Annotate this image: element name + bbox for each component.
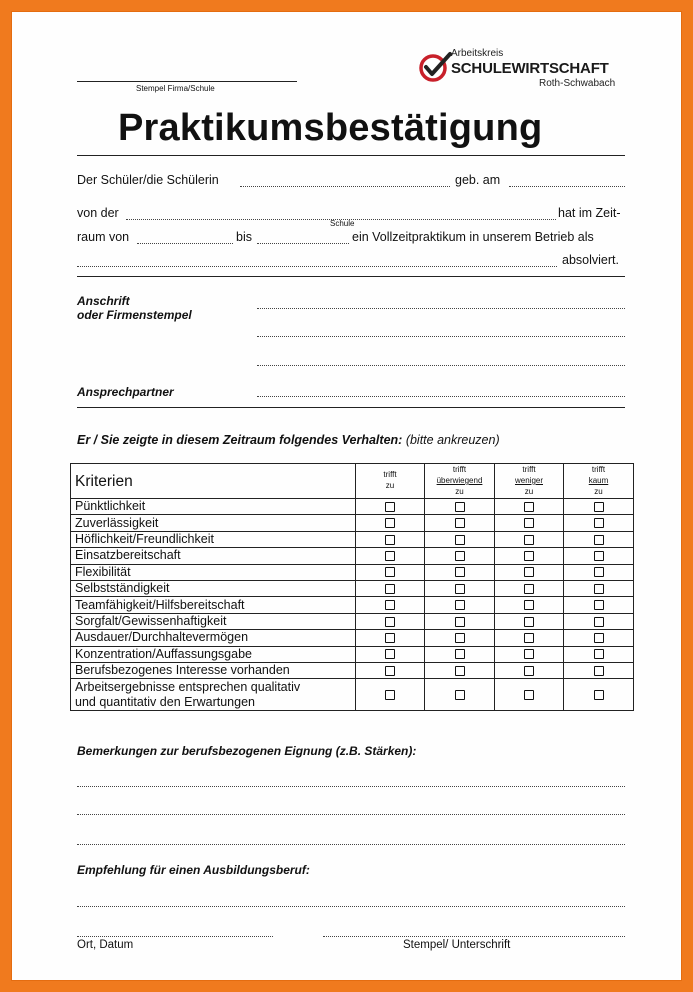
checkbox-cell[interactable]	[425, 515, 495, 531]
address-label-1: Anschrift	[77, 294, 130, 308]
stamp-signature-label: Stempel/ Unterschrift	[403, 939, 511, 951]
criteria-label: Konzentration/Auffassungsgabe	[71, 646, 356, 662]
checkbox-cell[interactable]	[564, 548, 634, 564]
document-page	[12, 12, 681, 980]
column-header-kaum	[564, 464, 634, 499]
stamp-line	[77, 81, 297, 82]
checkbox-cell[interactable]	[564, 597, 634, 613]
checkbox-icon[interactable]	[455, 600, 465, 610]
checkbox-cell[interactable]	[495, 499, 564, 515]
checkbox-icon[interactable]	[594, 617, 604, 627]
checkbox-icon[interactable]	[455, 551, 465, 561]
remarks-field-1[interactable]	[77, 776, 625, 787]
table-row	[71, 548, 634, 564]
stamp-label: Stempel Firma/Schule	[136, 84, 215, 93]
checkbox-icon[interactable]	[594, 600, 604, 610]
logo-region-text: Roth-Schwabach	[539, 78, 616, 89]
birth-date-field[interactable]	[509, 176, 625, 187]
intro-from-label: raum von	[77, 230, 130, 244]
checkbox-cell[interactable]	[425, 531, 495, 547]
checkbox-icon[interactable]	[594, 649, 604, 659]
checkbox-cell[interactable]	[564, 499, 634, 515]
remarks-field-2[interactable]	[77, 804, 625, 815]
col4-bottom: zu	[594, 487, 603, 496]
checkbox-icon[interactable]	[455, 666, 465, 676]
checkbox-icon[interactable]	[594, 567, 604, 577]
checkbox-cell[interactable]	[356, 662, 425, 678]
criteria-label: Pünktlichkeit	[71, 499, 356, 515]
checkbox-cell[interactable]	[425, 564, 495, 580]
checkbox-cell[interactable]	[564, 580, 634, 596]
title-rule	[77, 155, 625, 156]
checkbox-icon[interactable]	[455, 502, 465, 512]
checkbox-icon[interactable]	[594, 551, 604, 561]
checkbox-cell[interactable]	[495, 630, 564, 646]
recommendation-heading: Empfehlung für einen Ausbildungsberuf:	[77, 863, 310, 877]
student-name-field[interactable]	[240, 176, 450, 187]
col4-mid: kaum	[588, 476, 609, 485]
checkbox-cell[interactable]	[425, 499, 495, 515]
checkbox-cell[interactable]	[356, 646, 425, 662]
checkbox-cell[interactable]	[564, 613, 634, 629]
checkbox-icon[interactable]	[385, 649, 395, 659]
contact-person-field[interactable]	[257, 386, 625, 397]
checkbox-icon[interactable]	[594, 690, 604, 700]
checkbox-cell[interactable]	[495, 564, 564, 580]
to-date-field[interactable]	[257, 233, 349, 244]
intro-internship-text: ein Vollzeitpraktikum in unserem Betrieb als	[352, 230, 594, 244]
checkbox-cell[interactable]	[564, 630, 634, 646]
checkbox-icon[interactable]	[594, 666, 604, 676]
criteria-label: Berufsbezogenes Interesse vorhanden	[71, 662, 356, 678]
table-row	[71, 646, 634, 662]
checkbox-cell[interactable]	[356, 499, 425, 515]
criteria-table	[70, 463, 634, 711]
checkbox-cell[interactable]	[564, 646, 634, 662]
checkbox-icon[interactable]	[385, 633, 395, 643]
checkbox-cell[interactable]	[495, 548, 564, 564]
checkbox-icon[interactable]	[455, 649, 465, 659]
checkbox-cell[interactable]	[564, 662, 634, 678]
criteria-label: Ausdauer/Durchhaltevermögen	[71, 630, 356, 646]
checkbox-cell[interactable]	[425, 597, 495, 613]
checkbox-cell[interactable]	[425, 662, 495, 678]
behavior-heading	[77, 433, 500, 447]
criteria-label: Teamfähigkeit/Hilfsbereitschaft	[71, 597, 356, 613]
checkbox-cell[interactable]	[425, 679, 495, 711]
job-field[interactable]	[77, 256, 557, 267]
address-field-1[interactable]	[257, 298, 625, 309]
checkbox-cell[interactable]	[495, 515, 564, 531]
checkbox-icon[interactable]	[385, 617, 395, 627]
table-row	[71, 531, 634, 547]
intro-period-label: hat im Zeit-	[558, 206, 621, 220]
criteria-label: Höflichkeit/Freundlichkeit	[71, 531, 356, 547]
checkbox-cell[interactable]	[425, 580, 495, 596]
checkbox-icon[interactable]	[524, 567, 534, 577]
col1-top: trifft	[383, 470, 397, 479]
checkbox-cell[interactable]	[495, 679, 564, 711]
table-row	[71, 597, 634, 613]
school-sublabel: Schule	[330, 219, 355, 228]
checkbox-icon[interactable]	[455, 535, 465, 545]
checkbox-cell[interactable]	[425, 548, 495, 564]
checkbox-cell[interactable]	[356, 515, 425, 531]
table-row	[71, 630, 634, 646]
col2-mid: überwiegend	[436, 476, 483, 485]
checkbox-cell[interactable]	[356, 597, 425, 613]
checkbox-icon[interactable]	[385, 584, 395, 594]
checkbox-icon[interactable]	[455, 690, 465, 700]
checkbox-icon[interactable]	[385, 518, 395, 528]
checkbox-cell[interactable]	[564, 515, 634, 531]
checkbox-cell[interactable]	[495, 531, 564, 547]
table-header-row	[71, 464, 634, 499]
recommendation-field[interactable]	[77, 896, 625, 907]
checkbox-icon[interactable]	[524, 690, 534, 700]
checkbox-cell[interactable]	[356, 548, 425, 564]
criteria-label: Selbstständigkeit	[71, 580, 356, 596]
place-date-field[interactable]	[77, 926, 273, 937]
checkbox-icon[interactable]	[455, 567, 465, 577]
criteria-label-line-1: Arbeitsergebnisse entsprechen qualitativ	[75, 679, 301, 694]
checkbox-icon[interactable]	[524, 666, 534, 676]
behavior-heading-hint: (bitte ankreuzen)	[405, 433, 500, 447]
col3-bottom: zu	[524, 487, 534, 496]
column-header-trifft-zu	[356, 464, 425, 499]
remarks-field-3[interactable]	[77, 834, 625, 845]
criteria-label	[71, 679, 356, 711]
criteria-label: Einsatzbereitschaft	[71, 548, 356, 564]
checkbox-icon[interactable]	[594, 633, 604, 643]
intro-school-label: von der	[77, 206, 119, 220]
checkbox-cell[interactable]	[356, 531, 425, 547]
address-field-3[interactable]	[257, 355, 625, 366]
checkbox-cell[interactable]	[356, 580, 425, 596]
criteria-header: Kriterien	[71, 464, 356, 499]
checkbox-cell[interactable]	[425, 630, 495, 646]
checkbox-icon[interactable]	[385, 567, 395, 577]
checkbox-icon[interactable]	[455, 617, 465, 627]
from-date-field[interactable]	[137, 233, 233, 244]
checkbox-icon[interactable]	[385, 551, 395, 561]
checkbox-icon[interactable]	[524, 617, 534, 627]
checkbox-icon[interactable]	[524, 535, 534, 545]
checkbox-icon[interactable]	[594, 535, 604, 545]
checkbox-cell[interactable]	[356, 564, 425, 580]
logo-main-text: SCHULEWIRTSCHAFT	[451, 60, 609, 77]
criteria-label-line-2: und quantitativ den Erwartungen	[75, 694, 255, 709]
checkbox-cell[interactable]	[425, 613, 495, 629]
col2-top: trifft	[452, 465, 467, 474]
page-title: Praktikumsbestätigung	[118, 107, 543, 149]
checkbox-cell[interactable]	[425, 646, 495, 662]
checkbox-cell[interactable]	[564, 679, 634, 711]
col1-bottom: zu	[385, 481, 395, 490]
checkbox-icon[interactable]	[385, 502, 395, 512]
place-date-label: Ort, Datum	[77, 939, 134, 951]
checkbox-icon[interactable]	[385, 535, 395, 545]
checkbox-icon[interactable]	[455, 518, 465, 528]
intro-completed-label: absolviert.	[562, 253, 619, 267]
checkbox-icon[interactable]	[385, 666, 395, 676]
checkbox-cell[interactable]	[356, 630, 425, 646]
col4-top: trifft	[591, 465, 606, 474]
intro-rule	[77, 276, 625, 277]
checkbox-icon[interactable]	[524, 584, 534, 594]
address-label-2: oder Firmenstempel	[77, 308, 192, 322]
logo-small-text: Arbeitskreis	[451, 48, 504, 59]
criteria-label: Zuverlässigkeit	[71, 515, 356, 531]
intro-birth-label: geb. am	[455, 173, 501, 187]
checkbox-cell[interactable]	[564, 564, 634, 580]
table-row	[71, 515, 634, 531]
column-header-ueberwiegend	[425, 464, 495, 499]
column-header-weniger	[495, 464, 564, 499]
table-row	[71, 613, 634, 629]
criteria-label: Sorgfalt/Gewissenhaftigkeit	[71, 613, 356, 629]
checkbox-icon[interactable]	[385, 690, 395, 700]
table-row	[71, 679, 634, 711]
remarks-heading: Bemerkungen zur berufsbezogenen Eignung (z.B. Stärken):	[77, 744, 417, 758]
checkbox-icon[interactable]	[385, 600, 395, 610]
checkbox-cell[interactable]	[564, 531, 634, 547]
criteria-label: Flexibilität	[71, 564, 356, 580]
checkbox-cell[interactable]	[495, 597, 564, 613]
logo-check-icon	[417, 50, 453, 84]
intro-student-label: Der Schüler/die Schülerin	[77, 173, 219, 187]
col3-top: trifft	[522, 465, 536, 474]
checkbox-cell[interactable]	[356, 679, 425, 711]
checkbox-icon[interactable]	[524, 600, 534, 610]
table-row	[71, 499, 634, 515]
checkbox-cell[interactable]	[495, 646, 564, 662]
checkbox-icon[interactable]	[524, 518, 534, 528]
behavior-heading-text: Er / Sie zeigte in diesem Zeitraum folgendes Verhalten:	[77, 433, 403, 447]
signature-field[interactable]	[323, 926, 625, 937]
checkbox-icon[interactable]	[524, 502, 534, 512]
table-row	[71, 564, 634, 580]
col3-mid: weniger	[514, 476, 543, 485]
address-field-2[interactable]	[257, 326, 625, 337]
contact-person-label: Ansprechpartner	[77, 385, 174, 399]
contact-rule	[77, 407, 625, 408]
checkbox-icon[interactable]	[594, 584, 604, 594]
intro-to-label: bis	[236, 230, 252, 244]
checkbox-icon[interactable]	[524, 649, 534, 659]
checkbox-icon[interactable]	[594, 502, 604, 512]
checkbox-icon[interactable]	[524, 633, 534, 643]
checkbox-icon[interactable]	[455, 584, 465, 594]
col2-bottom: zu	[455, 487, 464, 496]
checkbox-icon[interactable]	[524, 551, 534, 561]
checkbox-icon[interactable]	[594, 518, 604, 528]
checkbox-icon[interactable]	[455, 633, 465, 643]
checkbox-cell[interactable]	[495, 662, 564, 678]
table-row	[71, 580, 634, 596]
logo	[417, 48, 617, 92]
checkbox-cell[interactable]	[495, 613, 564, 629]
table-row	[71, 662, 634, 678]
checkbox-cell[interactable]	[495, 580, 564, 596]
checkbox-cell[interactable]	[356, 613, 425, 629]
